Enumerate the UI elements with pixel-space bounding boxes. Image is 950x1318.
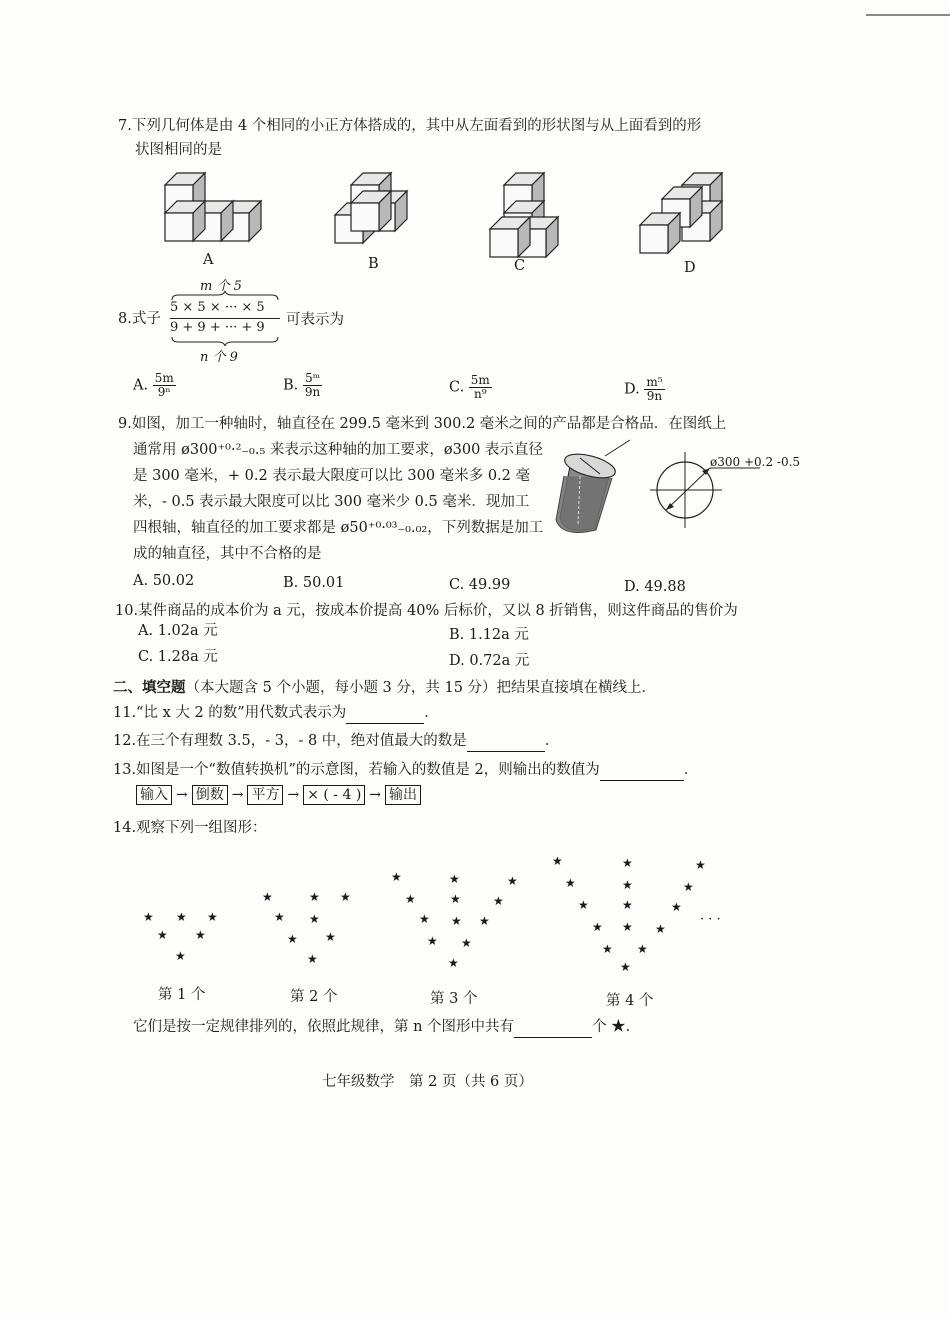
- q8-option-d[interactable]: D. $\frac{\text{m⁵}}{9n}$: [624, 375, 663, 403]
- star-icon: ★: [325, 930, 336, 944]
- q7-label-b: B: [368, 256, 379, 272]
- q9-line1: 9.如图，加工一种轴时，轴直径在 299.5 毫米到 300.2 毫米之间的产品都是合格品．在图纸上: [118, 416, 727, 432]
- star-icon: ★: [620, 960, 631, 974]
- flow-multiply-box: × ( - 4 ): [303, 785, 365, 805]
- flow-arrow-icon: →: [369, 787, 382, 803]
- q9-line3: 是 300 毫米，+ 0.2 表示最大限度可以比 300 毫米多 0.2 毫: [133, 468, 530, 484]
- star-icon: ★: [427, 934, 438, 948]
- star-icon: ★: [479, 914, 490, 928]
- star-icon: ★: [695, 858, 706, 872]
- star-icon: ★: [592, 920, 603, 934]
- star-icon: ★: [309, 912, 320, 926]
- star-icon: ★: [391, 870, 402, 884]
- q8-denominator: 9 + 9 + ··· + 9: [170, 320, 265, 335]
- section2-instructions: （本大题含 5 个小题，每小题 3 分，共 15 分）把结果直接填在横线上．: [185, 680, 657, 696]
- q8-option-c[interactable]: C. $\frac{5m}{\text{n⁹}}$: [449, 373, 490, 401]
- figure-b: [335, 173, 407, 243]
- q11-line: 11.“比 x 大 2 的数”用代数式表示为 ．: [113, 703, 439, 724]
- shaft-cylinder-icon: [556, 440, 630, 532]
- figure-c: [490, 173, 558, 257]
- star-icon: ★: [262, 890, 273, 904]
- q10-option-a[interactable]: A. 1.02a 元: [138, 623, 218, 639]
- star-icon: ★: [451, 914, 462, 928]
- star-icon: ★: [195, 928, 206, 942]
- q7-stem-line2: 状图相同的是: [135, 142, 222, 158]
- q7-stem-line1: 7.下列几何体是由 4 个相同的小正方体搭成的，其中从左面看到的形状图与从上面看到的形: [118, 118, 702, 134]
- q10-option-d[interactable]: D. 0.72a 元: [449, 653, 530, 669]
- scan-edge-mark: [866, 0, 950, 16]
- q14-figure-label-2: 第 2 个: [290, 989, 338, 1005]
- flow-arrow-icon: →: [176, 787, 188, 803]
- star-icon: ★: [507, 874, 518, 888]
- q13-flowchart: [136, 784, 421, 805]
- star-icon: ★: [449, 872, 460, 886]
- star-icon: ★: [655, 922, 666, 936]
- star-icon: ★: [157, 928, 168, 942]
- star-icon: ★: [274, 910, 285, 924]
- q9-line2: 通常用 ø300⁺⁰·²₋₀.₅ 来表示这种轴的加工要求，ø300 表示直径: [133, 442, 543, 458]
- section2-heading-line: [113, 678, 656, 698]
- q14-figure-label-3: 第 3 个: [430, 991, 478, 1007]
- star-icon: ★: [683, 880, 694, 894]
- q10-option-b[interactable]: B. 1.12a 元: [449, 627, 529, 643]
- star-icon: ★: [143, 910, 154, 924]
- q9-option-b[interactable]: B. 50.01: [283, 575, 345, 591]
- star-icon: ★: [671, 900, 682, 914]
- flow-square-box: 平方: [247, 785, 283, 805]
- q13-line: 13.如图是一个“数值转换机”的示意图，若输入的数值是 2，则输出的数值为 ．: [113, 760, 698, 781]
- q9-option-c[interactable]: C. 49.99: [449, 577, 511, 593]
- figure-d: [640, 173, 722, 253]
- q7-label-d: D: [684, 260, 696, 276]
- q8-suffix: 可表示为: [286, 312, 344, 328]
- flow-arrow-icon: →: [287, 787, 300, 803]
- star-icon: ★: [637, 942, 648, 956]
- star-icon: ★: [340, 890, 351, 904]
- q8-prefix: 8.式子: [118, 311, 161, 327]
- star-icon: ★: [622, 920, 633, 934]
- flow-output-box: 输出: [385, 785, 421, 805]
- q12-line: 12.在三个有理数 3.5，- 3，- 8 中，绝对值最大的数是 ．: [113, 731, 559, 752]
- q12-text: 12.在三个有理数 3.5，- 3，- 8 中，绝对值最大的数是: [113, 733, 467, 749]
- star-icon: ★: [622, 898, 633, 912]
- section2-heading: 二、填空题: [113, 679, 186, 696]
- star-icon: ★: [405, 892, 416, 906]
- q8-bottom-brace-label: n 个 9: [200, 350, 238, 365]
- q9-line6: 成的轴直径，其中不合格的是: [133, 546, 322, 562]
- q8-bottom-brace: [170, 336, 280, 346]
- star-icon: ★: [287, 932, 298, 946]
- flow-reciprocal-box: 倒数: [192, 785, 228, 805]
- star-icon: ★: [448, 956, 459, 970]
- q7-label-a: A: [203, 252, 214, 268]
- q8-option-a[interactable]: A. $\frac{5m}{\text{9ⁿ}}$: [133, 371, 174, 399]
- star-icon: ★: [419, 912, 430, 926]
- star-icon: ★: [602, 942, 613, 956]
- q14-conclusion: [133, 1017, 630, 1038]
- page-footer: 七年级数学 第 2 页（共 6 页）: [322, 1074, 533, 1090]
- q9-diagram-label: ø300 +0.2 -0.5: [710, 455, 801, 469]
- q11-answer-blank[interactable]: [346, 703, 424, 724]
- q8-top-brace-label: m 个 5: [200, 279, 242, 294]
- q10-stem: 10.某件商品的成本价为 a 元，按成本价提高 40% 后标价，又以 8 折销售，则这件商品的售价为: [115, 603, 738, 619]
- star-icon: ★: [578, 898, 589, 912]
- q9-line4: 米，- 0.5 表示最大限度可以比 300 毫米少 0.5 毫米．现加工: [133, 494, 530, 510]
- q14-figure-label-4: 第 4 个: [606, 993, 654, 1009]
- star-icon: ★: [565, 876, 576, 890]
- flow-arrow-icon: →: [231, 787, 244, 803]
- star-icon: ★: [176, 910, 187, 924]
- q9-shaft-diagram: [550, 438, 775, 538]
- star-icon: ★: [622, 856, 633, 870]
- q14-ellipsis: · · ·: [700, 912, 721, 927]
- q14-figure-label-1: 第 1 个: [158, 987, 206, 1003]
- q9-option-d[interactable]: D. 49.88: [624, 579, 686, 595]
- q8-option-b[interactable]: B. $\frac{\text{5ᵐ}}{9n}$: [283, 371, 321, 399]
- figure-a: [165, 173, 261, 241]
- q14-stem: 14.观察下列一组图形：: [113, 820, 267, 836]
- q8-numerator: 5 × 5 × ··· × 5: [170, 300, 265, 315]
- star-icon: ★: [461, 936, 472, 950]
- q12-answer-blank[interactable]: [467, 731, 545, 752]
- star-icon: ★: [175, 949, 186, 963]
- q10-option-c[interactable]: C. 1.28a 元: [138, 649, 218, 665]
- q14-answer-blank[interactable]: [514, 1017, 592, 1038]
- q14-conclusion-text: 它们是按一定规律排列的，依照此规律，第 n 个图形中共有: [133, 1019, 515, 1035]
- star-icon: ★: [450, 892, 461, 906]
- q13-answer-blank[interactable]: [600, 760, 684, 781]
- star-icon: ★: [552, 854, 563, 868]
- star-icon: ★: [307, 952, 318, 966]
- flow-input-box: 输入: [136, 785, 172, 805]
- star-icon: ★: [493, 894, 504, 908]
- q13-text: 13.如图是一个“数值转换机”的示意图，若输入的数值是 2，则输出的数值为: [113, 762, 600, 778]
- q7-cube-figures: [155, 165, 775, 275]
- q7-label-c: C: [514, 258, 526, 274]
- star-icon: ★: [622, 878, 633, 892]
- q9-option-a[interactable]: A. 50.02: [133, 573, 195, 589]
- star-icon: ★: [207, 910, 218, 924]
- q8-fraction-bar: [170, 318, 280, 319]
- star-icon: ★: [309, 890, 320, 904]
- q11-text: 11.“比 x 大 2 的数”用代数式表示为: [113, 705, 347, 721]
- q9-line5: 四根轴，轴直径的加工要求都是 ø50⁺⁰·⁰³₋₀.₀₂，下列数据是加工: [133, 520, 544, 536]
- q14-conclusion-end: 个 ★.: [592, 1019, 631, 1035]
